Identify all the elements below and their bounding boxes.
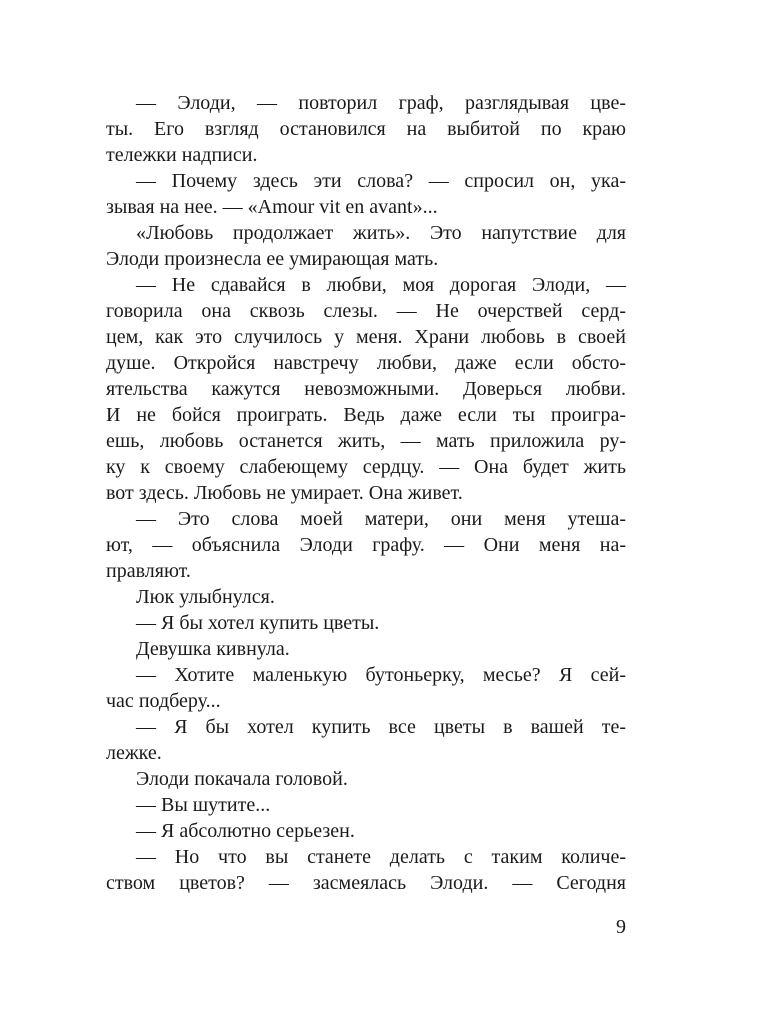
text-line: Элоди покачала головой. (136, 768, 348, 790)
text-line: — Хотите маленькую бутоньерку, месье? Я сей- (136, 664, 626, 686)
text-line: говорила она сквозь слезы. — Не очерствей серд- (106, 300, 626, 322)
text-line: ты. Его взгляд остановился на выбитой по краю (106, 118, 626, 140)
text-line: — Я абсолютно серьезен. (136, 820, 355, 842)
text-line: лежке. (106, 742, 162, 764)
text-line: ятельства кажутся невозможными. Доверься любви. (106, 378, 626, 400)
text-line: ют, — объяснила Элоди графу. — Они меня на- (106, 534, 626, 556)
text-line: цем, как это случилось у меня. Храни любовь в своей (106, 326, 626, 348)
text-line: тележки надписи. (106, 144, 258, 166)
text-line: — Я бы хотел купить все цветы в вашей те- (136, 716, 626, 738)
text-line: — Это слова моей матери, они меня утеша- (136, 508, 626, 530)
text-line: — Вы шутите... (136, 794, 271, 816)
text-line: — Не сдавайся в любви, моя дорогая Элоди, — (136, 274, 626, 296)
text-line: — Я бы хотел купить цветы. (136, 612, 380, 634)
text-line: Элоди произнесла ее умирающая мать. (106, 248, 439, 270)
text-line: ку к своему слабеющему сердцу. — Она будет жить (106, 456, 626, 478)
text-line: Девушка кивнула. (136, 638, 290, 660)
text-line: зывая на нее. — «Amour vit en avant»... (106, 196, 438, 218)
text-line: Люк улыбнулся. (136, 586, 275, 608)
page-number: 9 (616, 916, 626, 938)
text-line: ством цветов? — засмеялась Элоди. — Сегодня (106, 872, 626, 894)
text-line: — Но что вы станете делать с таким количе- (136, 846, 626, 868)
text-line: И не бойся проиграть. Ведь даже если ты проигра- (106, 404, 626, 426)
text-line: — Почему здесь эти слова? — спросил он, ука- (136, 170, 626, 192)
text-line: — Элоди, — повторил граф, разглядывая цве- (136, 92, 626, 114)
text-line: «Любовь продолжает жить». Это напутствие для (136, 222, 626, 244)
text-line: ешь, любовь останется жить, — мать приложила ру- (106, 430, 626, 452)
text-line: душе. Откройся навстречу любви, даже если обсто- (106, 352, 626, 374)
body-text (106, 90, 626, 896)
text-line: правляют. (106, 560, 191, 582)
text-line: вот здесь. Любовь не умирает. Она живет. (106, 482, 463, 504)
text-line: час подберу... (106, 690, 221, 712)
